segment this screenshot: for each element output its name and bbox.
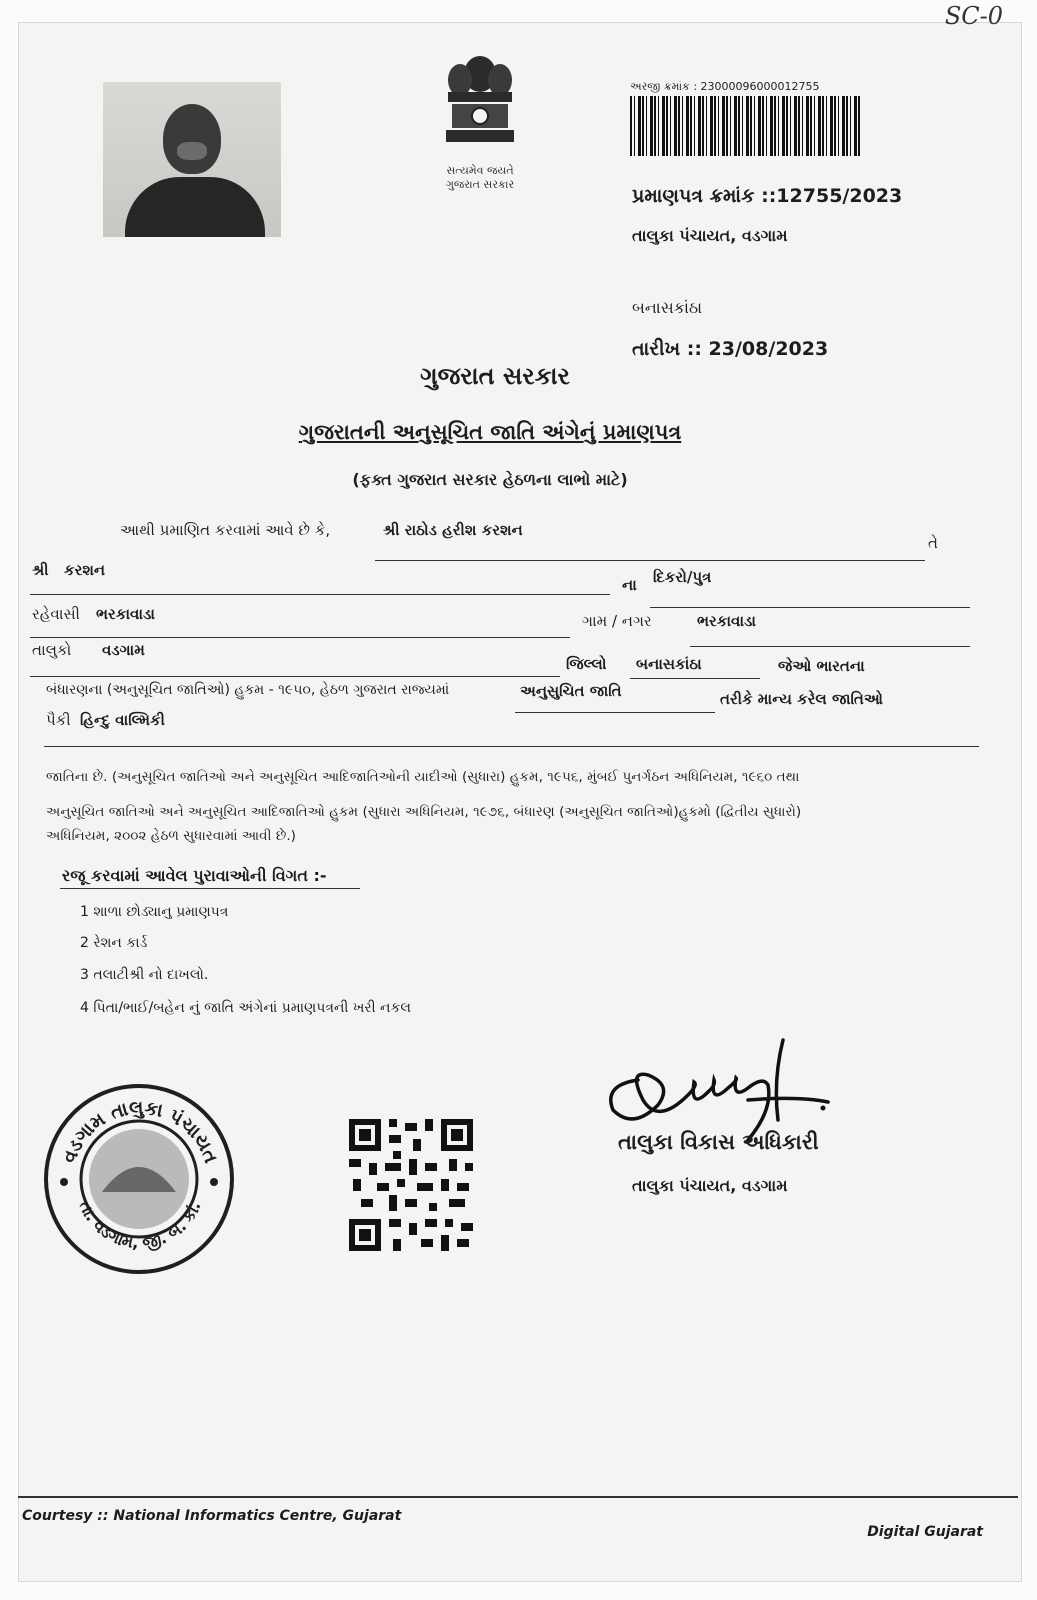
taluka-value: વડગામ xyxy=(102,641,145,659)
legal-text-line-2: અનુસૂચિત જાતિઓ અને અનુસૂચિત આદિજાતિઓ હુકમ (સુધારા અધિનિયમ, ૧૯૭૬, બંધારણ (અનુસૂચિત જાતિઓ)હુકમો (દ્વિતીય સુધારો) xyxy=(46,804,802,820)
signatory-office: તાલુકા પંચાયત, વડગામ xyxy=(632,1176,788,1195)
seal-bottom-text: તા. વડગામ, જી. બ. કાં. xyxy=(75,1198,205,1253)
state-emblem xyxy=(420,40,540,200)
father-name: કરશન xyxy=(64,561,106,579)
district-label: જિલ્લો xyxy=(566,655,607,673)
certificate-page xyxy=(18,22,1022,1582)
india-text: જેઓ ભારતના xyxy=(778,657,865,675)
issue-date: તારીખ :: 23/08/2023 xyxy=(632,338,829,360)
barcode xyxy=(630,96,860,156)
document-item: 1 શાળા છોડ્યાનુ પ્રમાણપત્ર xyxy=(80,904,229,920)
document-item: 2 રેશન કાર્ડ xyxy=(80,935,148,951)
applicant-photo xyxy=(103,82,281,237)
footer-brand: Digital Gujarat xyxy=(867,1524,983,1540)
issuing-district: બનાસકાંઠા xyxy=(632,298,703,317)
official-seal xyxy=(42,1082,237,1277)
village-rule xyxy=(690,646,970,647)
documents-heading-rule xyxy=(60,888,360,889)
category: અનુસુચિત જાતિ xyxy=(520,682,622,700)
resident-label: રહેવાસી xyxy=(32,605,80,623)
issuing-office: તાલુકા પંચાયત, વડગામ xyxy=(632,226,788,245)
taluka-rule xyxy=(30,676,560,677)
document-item: 4 પિતા/ભાઈ/બહેન નું જાતિ અંગેનાં પ્રમાણપત્રની ખરી નકલ xyxy=(80,1000,411,1016)
caste: હિન્દુ વાલ્મિકી xyxy=(80,711,165,729)
resident-value: ભરકાવાડા xyxy=(96,605,155,623)
documents-heading: રજૂ કરવામાં આવેલ પુરાવાઓની વિગત :- xyxy=(62,866,327,885)
caste-rule xyxy=(44,746,979,747)
constitution-text: બંધારણના (અનુસૂચિત જાતિઓ) હુકમ - ૧૯૫૦, હેઠળ ગુજરાત રાજ્યમાં xyxy=(46,682,450,698)
certificate-subtitle: (ફક્ત ગુજરાત સરકાર હેઠળના લાભો માટે) xyxy=(352,470,628,489)
application-number: અરજી ક્રમાંક : 23000096000012755 xyxy=(630,80,820,93)
village-value: ભરકાવાડા xyxy=(697,612,756,630)
signatory-title: તાલુકા વિકાસ અધિકારી xyxy=(618,1130,819,1154)
te-text: તે xyxy=(928,534,938,552)
holder-name: શ્રી રાઠોડ હરીશ કરશન xyxy=(383,521,523,539)
recognized-text: તરીકે માન્ય કરેલ જાતિઓ xyxy=(720,690,883,708)
na-text: ના xyxy=(622,576,637,594)
corner-note: SC-0 xyxy=(944,2,1003,30)
district-value: બનાસકાંઠા xyxy=(636,655,702,673)
certificate-number: પ્રમાણપત્ર ક્રમાંક ::12755/2023 xyxy=(632,185,903,207)
footer-rule xyxy=(18,1496,1018,1498)
document-item: 3 તલાટીશ્રી નો દાખલો. xyxy=(80,967,209,983)
resident-rule xyxy=(30,637,570,638)
seal-top-text: વડગામ તાલુકા પંચાયત xyxy=(58,1096,222,1166)
intro-text: આથી પ્રમાણિત કરવામાં આવે છે કે, xyxy=(120,521,331,539)
emblem-gov-name: ગુજરાત સરકાર xyxy=(445,178,515,191)
footer-courtesy: Courtesy :: National Informatics Centre, Gujarat xyxy=(22,1508,402,1524)
legal-text-line-1: જાતિના છે. (અનુસૂચિત જાતિઓ અને અનુસૂચિત આદિજાતિઓની યાદીઓ (સુધારા) હુકમ, ૧૯૫૬, મુંબઈ પુનર્ગઠન અધિનિયમ, ૧૯૬૦ તથા xyxy=(46,769,800,785)
certificate-title: ગુજરાતની અનુસૂચિત જાતિ અંગેનું પ્રમાણપત્ર xyxy=(298,420,682,444)
emblem-motto: સત્યમેવ જયતે xyxy=(446,164,514,177)
category-rule xyxy=(515,712,715,713)
taluka-label: તાલુકો xyxy=(32,641,72,659)
relation-rule xyxy=(650,607,970,608)
lion-capital-icon xyxy=(430,40,530,160)
village-label: ગામ / નગર xyxy=(582,612,652,630)
government-heading: ગુજરાત સરકાર xyxy=(420,362,570,390)
father-prefix: શ્રી xyxy=(32,561,49,579)
relation: દિકરો/પુત્ર xyxy=(653,568,712,586)
among-label: પૈકી xyxy=(46,711,71,729)
name-rule xyxy=(375,560,925,561)
legal-text-line-3: અધિનિયમ, ૨૦૦૨ હેઠળ સુધારવામાં આવી છે.) xyxy=(46,828,296,844)
father-rule xyxy=(30,594,610,595)
qr-code xyxy=(345,1115,477,1255)
district-rule xyxy=(630,678,760,679)
